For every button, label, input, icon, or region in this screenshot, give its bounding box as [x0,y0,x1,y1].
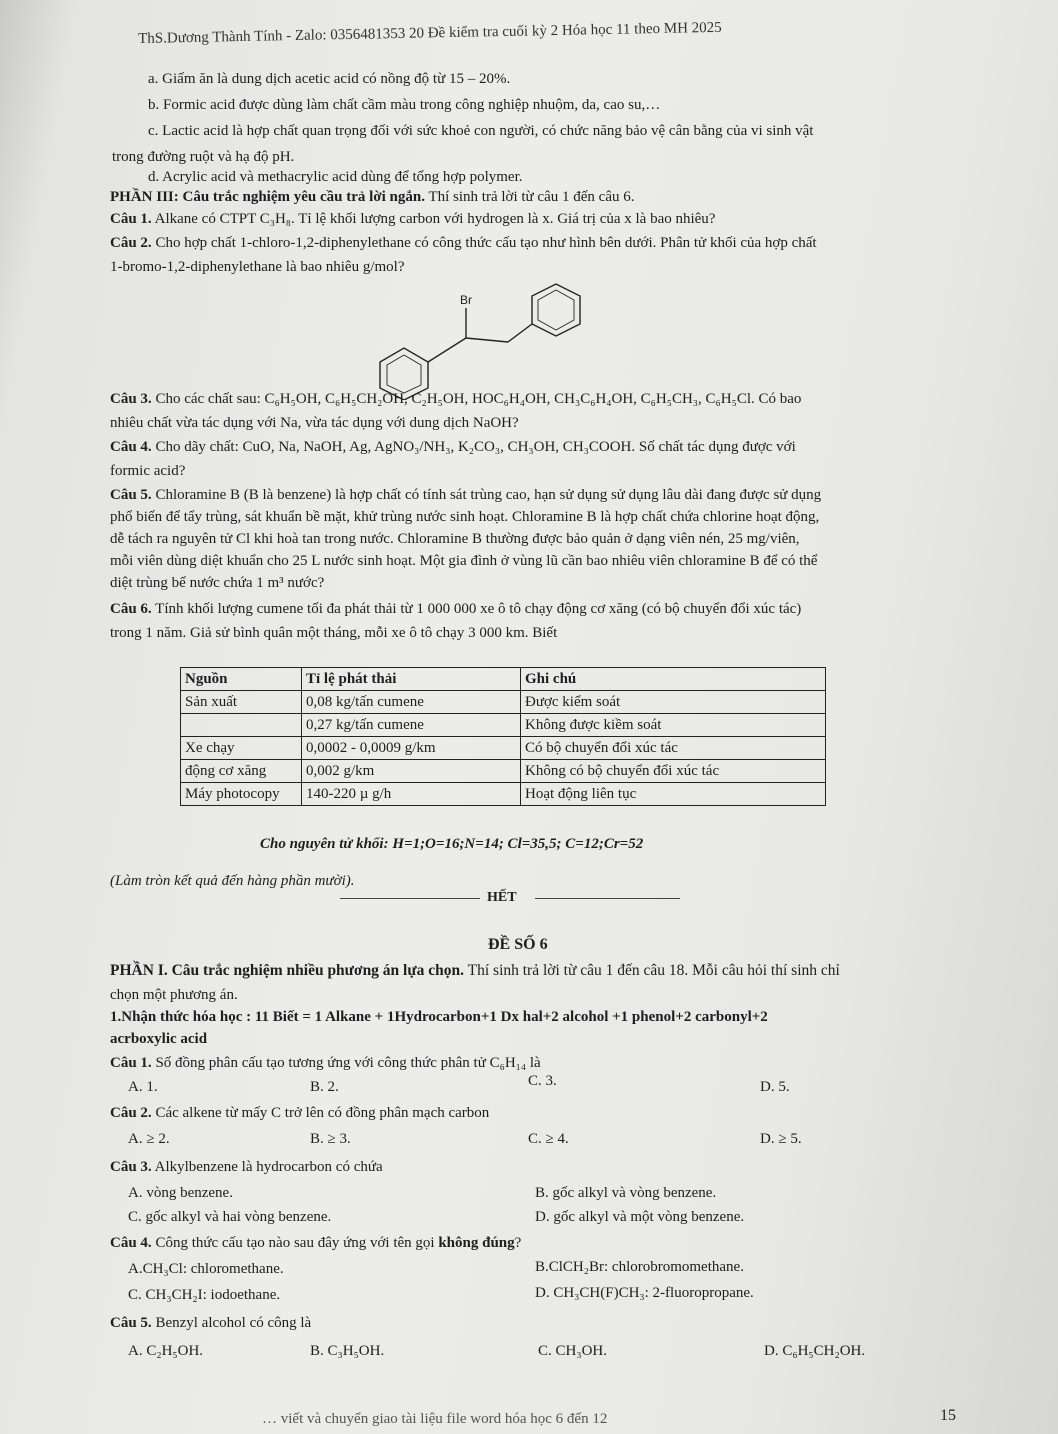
part1-heading: PHẦN I. Câu trắc nghiệm nhiều phương án lựa chọn. Thí sinh trả lời từ câu 1 đến câu 18. Mỗi câu hỏi thí sinh chỉ [110,962,840,979]
q5-line3: dễ tách ra nguyên tử Cl khi hoà tan trong nước. Chloramine B thường được bảo quản ở dạng viên nén, 25 mg/viên, [110,531,800,547]
mcq2-option-b: B. ≥ 3. [310,1131,351,1147]
mcq2-option-a: A. ≥ 2. [128,1131,170,1147]
option-a: a. Giấm ăn là dung dịch acetic acid có nồng độ từ 15 – 20%. [148,71,511,87]
cognition-line2: acrboxylic acid [110,1031,208,1047]
mcq1-option-b: B. 2. [310,1079,339,1095]
q2-cont: 1-bromo-1,2-diphenylethane là bao nhiêu g/mol? [110,259,405,275]
page-footer: … viết và chuyển giao tài liệu file word hóa học 6 đến 12 [262,1411,608,1427]
mcq4: Câu 4. Công thức cấu tạo nào sau đây ứng với tên gọi không đúng? [110,1235,522,1251]
divider-left [340,898,480,899]
mcq2: Câu 2. Các alkene từ mấy C trở lên có đồng phân mạch carbon [110,1105,490,1121]
mcq4-option-b: B.ClCH₂Br: chlorobromomethane. [535,1259,744,1275]
mcq2-option-c: C. ≥ 4. [528,1131,569,1147]
page-number: 15 [940,1407,956,1424]
table-row [181,783,826,806]
table-row [181,714,826,737]
mcq3-option-b: B. gốc alkyl và vòng benzene. [535,1185,717,1201]
option-c-cont: trong đường ruột và hạ độ pH. [112,149,295,165]
cognition-line: 1.Nhận thức hóa học : 11 Biết = 1 Alkane + 1Hydrocarbon+1 Dx hal+2 alcohol +1 phenol+2 carbonyl+2 [110,1009,768,1025]
option-b: b. Formic acid được dùng làm chất cầm màu trong công nghiệp nhuộm, da, cao su,… [148,97,661,113]
q3: Câu 3. Cho các chất sau: C₆H₅OH, C₆H₅CH₂OH, C₂H₅OH, HOC₆H₄OH, CH₃C₆H₄OH, C₆H₅CH₃, C₆H₅Cl. Có bao [110,391,802,407]
rounding-note: (Làm tròn kết quả đến hàng phần mười). [110,873,355,889]
q2: Câu 2. Cho hợp chất 1-chloro-1,2-diphenylethane có công thức cấu tạo như hình bên dưới. Phân tử khối của hợp chất [110,235,817,251]
mcq3-option-d: D. gốc alkyl và một vòng benzene. [535,1209,745,1225]
mcq4-option-c: C. CH₃CH₂I: iodoethane. [128,1287,281,1303]
table-cell: Không được kiềm soát [521,714,826,737]
table-header: Ghi chú [521,668,826,691]
table-cell: 0,08 kg/tấn cumene [302,691,521,714]
mcq4-option-a: A.CH₃Cl: chloromethane. [128,1261,284,1277]
diphenylethane-structure [370,280,620,400]
mcq5-option-a: A. C₂H₅OH. [128,1343,204,1359]
table-cell: Sản xuất [181,691,302,714]
part1-cont: chọn một phương án. [110,987,238,1003]
q5-line2: phổ biến để tẩy trùng, sát khuẩn bề mặt, khử trùng nước sinh hoạt. Chloramine B là hợp chất chứa chlorine hoạt động, [110,509,820,525]
mcq1-option-c: C. 3. [528,1073,557,1089]
table-row [181,691,826,714]
table-header: Nguồn [181,668,302,691]
table-cell: 0,0002 - 0,0009 g/km [302,737,521,760]
q4: Câu 4. Cho dãy chất: CuO, Na, NaOH, Ag, AgNO₃/NH₃, K₂CO₃, CH₃OH, CH₃COOH. Số chất tác dụng được với [110,439,796,455]
q5: Câu 5. Chloramine B (B là benzene) là hợp chất có tính sát trùng cao, hạn sử dụng sử dụng lâu dài đang được sử dụng [110,487,822,503]
q4-cont: formic acid? [110,463,186,479]
q6: Câu 6. Tính khối lượng cumene tối đa phát thải từ 1 000 000 xe ô tô chạy động cơ xăng (có bộ chuyển đổi xúc tác) [110,601,802,617]
table-cell: Máy photocopy [181,783,302,806]
table-cell: Xe chạy [181,737,302,760]
mcq5-option-c: C. CH₃OH. [538,1343,607,1359]
end-marker: HẾT [487,890,517,905]
table-cell: Không có bộ chuyển đổi xúc tác [521,760,826,783]
table-header: Tỉ lệ phát thải [302,668,521,691]
table-header-row [181,668,826,691]
table-cell: Hoạt động liên tục [521,783,826,806]
mcq3-option-c: C. gốc alkyl và hai vòng benzene. [128,1209,332,1225]
mcq5: Câu 5. Benzyl alcohol có công là [110,1315,312,1331]
mcq3-option-a: A. vòng benzene. [128,1185,233,1201]
table-cell: Được kiểm soát [521,691,826,714]
exam-title: ĐỀ SỐ 6 [488,936,548,953]
mcq1-option-d: D. 5. [760,1079,790,1095]
table-cell: động cơ xăng [181,760,302,783]
table-cell: 140-220 µ g/h [302,783,521,806]
table-cell: Có bộ chuyển đổi xúc tác [521,737,826,760]
q5-line4: mỗi viên dùng diệt khuẩn cho 25 L nước sinh hoạt. Một gia đình ở vùng lũ cần bao nhiêu viên chloramine B để có thể [110,553,818,569]
bromine-atom-label: Br [460,293,472,307]
table-cell [181,714,302,737]
divider-right [535,898,680,899]
mcq5-option-b: B. C₃H₅OH. [310,1343,385,1359]
mcq5-option-d: D. C₆H₅CH₂OH. [764,1343,866,1359]
mcq3: Câu 3. Alkylbenzene là hydrocarbon có chứa [110,1159,383,1175]
mcq4-option-d: D. CH₃CH(F)CH₃: 2-fluoropropane. [535,1285,754,1301]
table-row [181,737,826,760]
option-c: c. Lactic acid là hợp chất quan trọng đối với sức khoẻ con người, có chức năng bảo vệ cân bằng của vi sinh vật [148,123,814,139]
table-row [181,760,826,783]
table-cell: 0,002 g/km [302,760,521,783]
table-cell: 0,27 kg/tấn cumene [302,714,521,737]
part3-heading: PHẦN III: Câu trắc nghiệm yêu cầu trả lời ngắn. Thí sinh trả lời từ câu 1 đến câu 6. [110,189,635,205]
q3-cont: nhiêu chất vừa tác dụng với Na, vừa tác dụng với dung dịch NaOH? [110,415,519,431]
atomic-masses-note: Cho nguyên tử khối: H=1;O=16;N=14; Cl=35,5; C=12;Cr=52 [260,836,644,852]
mcq2-option-d: D. ≥ 5. [760,1131,802,1147]
page-header: ThS.Dương Thành Tính - Zalo: 0356481353 20 Đề kiểm tra cuối kỳ 2 Hóa học 11 theo MH 2025 [138,19,722,47]
option-d: d. Acrylic acid và methacrylic acid dùng để tổng hợp polymer. [148,169,523,185]
q5-line5: diệt trùng bể nước chứa 1 m³ nước? [110,575,325,591]
mcq1-option-a: A. 1. [128,1079,158,1095]
mcq1: Câu 1. Số đồng phân cấu tạo tương ứng với công thức phân tử C₆H₁₄ là [110,1055,541,1071]
q1: Câu 1. Alkane có CTPT C₃H₈. Tỉ lệ khối lượng carbon với hydrogen là x. Giá trị của x là bao nhiêu? [110,211,716,227]
emission-table [180,667,826,806]
benzene-ring-right [532,284,580,336]
q6-cont: trong 1 năm. Giả sử bình quân một tháng, mỗi xe ô tô chạy 3 000 km. Biết [110,625,558,641]
